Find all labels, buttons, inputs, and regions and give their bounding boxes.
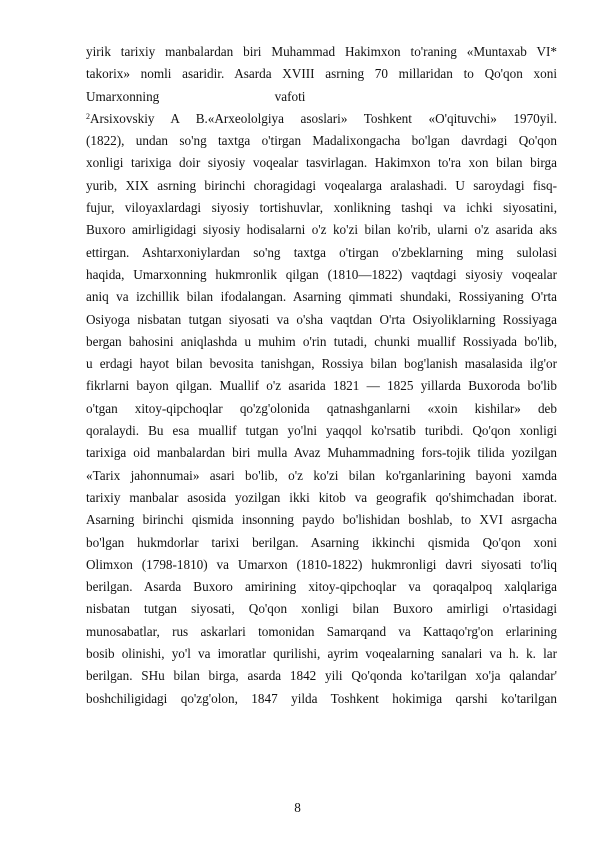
text-line-1: yirik tarixiy manbalardan biri Muhammad Hakimxon to'raning «Muntaxab VI* [86, 44, 557, 59]
text-line-24: Olimxon (1798-1810) va Umarxon (1810-1822) hukmronligi davri siyosati to'liq [86, 556, 557, 572]
text-line-12: aniq va izchillik bilan ifodalangan. Asarning qimmati shundaki, Rossiyaning O'rta [86, 289, 557, 305]
footnote-text: Arsixovskiy A B.«Arxeololgiya asoslari» Toshkent «O'qituvchi» 1970yil. [90, 110, 557, 126]
footnote-marker: 2 [86, 111, 90, 121]
footnote-line [86, 108, 557, 130]
text-line-8: fujur, viloyaxlardagi siyosiy tortishuvlar, xonlikning tashqi va ichki siyosatini, [86, 200, 557, 216]
text-line-10: ettirgan. Ashtarxoniylardan so'ng taxtga o'tirgan o'zbeklarning ming sulolasi [86, 244, 557, 260]
text-line-13: Osiyoga nisbatan tutgan siyosati va o'sha vaqtdan O'rta Osiyoliklarning Rossiyaga [86, 311, 557, 327]
document-body [86, 41, 557, 710]
text-line-5: (1822), undan so'ng taxtga o'tirgan Madalixongacha bo'lgan davrdagi Qo'qon [86, 133, 557, 149]
text-line-7: yurib, XIX asrning birinchi choragidagi voqealarga aralashadi. U saroydagi fisq- [86, 177, 557, 193]
text-line-28: bosib olinishi, yo'l va imoratlar qurilishi, ayrim voqealarning sanalari va h. k. lar [86, 646, 557, 662]
text-line-11: haqida, Umarxonning hukmronlik qilgan (1810—1822) vaqtdagi siyosiy voqealar [86, 266, 557, 282]
text-line-18: qoralaydi. Bu esa muallif tutgan yo'lni yaqqol ko'rsatib turibdi. Qo'qon xonligi [86, 423, 557, 439]
text-line-6: xonligi tarixiga doir siyosiy voqealar tasvirlagan. Hakimxon to'ra xon bilan birga [86, 155, 557, 171]
text-line-22: Asarning birinchi qismida insonning paydo bo'lishidan boshlab, to XVI asrgacha [86, 512, 557, 528]
text-line-15: u erdagi hayot bilan bevosita tanishgan, Rossiya bilan bog'lanish masalasida ilg'or [86, 356, 557, 372]
text-line-30: boshchiligidagi qo'zg'olon, 1847 yilda Toshkent hokimiga qarshi ko'tarilgan [86, 690, 557, 706]
text-line-14: bergan bahosini aniqlashda u muhim o'rin tutadi, chunki muallif Rossiyada bo'lib, [86, 333, 557, 349]
text-line-27: munosabatlar, rus askarlari tomonidan Samarqand va Kattaqo'rg'on erlarining [86, 623, 557, 639]
text-line-19: tarixiga oid manbalardan biri mulla Avaz Muhammadning fors-tojik tilida yozilgan [86, 445, 557, 461]
text-line-26: nisbatan tutgan siyosati, Qo'qon xonligi bilan Buxoro amirligi o'rtasidagi [86, 601, 557, 617]
text-line-29: berilgan. SHu bilan birga, asarda 1842 yili Qo'qonda ko'tarilgan xo'ja qalandar' [86, 668, 557, 684]
text-line-9: Buxoro amirligidagi siyosiy hodisalarni o'z ko'zi bilan ko'rib, ularni o'z asarida aks [86, 222, 557, 238]
text-line-21: tarixiy manbalar asosida yozilgan ikki kitob va geografik qo'shimchadan iborat. [86, 489, 557, 505]
text-line-3 [86, 86, 557, 108]
text-line-25: berilgan. Asarda Buxoro amirining xitoy-qipchoqlar va qoraqalpoq xalqlariga [86, 579, 557, 595]
text-line-16: fikrlarni bayon qilgan. Muallif o'z asarida 1821 — 1825 yillarda Buxoroda bo'lib [86, 378, 557, 394]
text-line-23: bo'lgan hukmdorlar tarixi berilgan. Asarning ikkinchi qismida Qo'qon xoni [86, 534, 557, 550]
text-line-20: «Tarix jahonnumai» asari bo'lib, o'z ko'zi bilan ko'rganlarining bayoni xamda [86, 467, 557, 483]
text-line-2: takorix» nomli asaridir. Asarda XVIII asrning 70 millaridan to Qo'qon xoni [86, 66, 557, 82]
page-number: 8 [294, 800, 301, 815]
text-line-3-content: Umarxonning vafoti [86, 88, 306, 104]
text-line-17: o'tgan xitoy-qipchoqlar qo'zg'olonida qatnashganlarni «xoin kishilar» deb [86, 400, 557, 416]
